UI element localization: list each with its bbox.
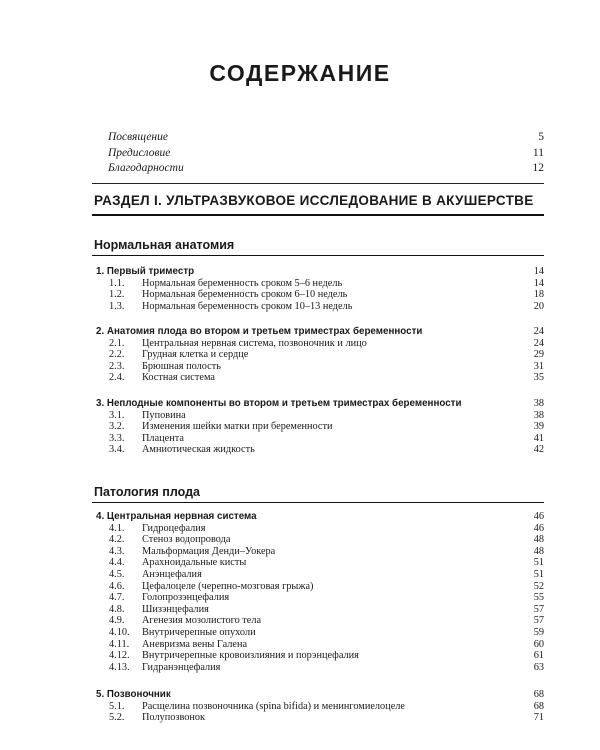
subsection-heading-text: Нормальная анатомия	[94, 238, 235, 252]
toc-item: 1.1. Нормальная беременность сроком 5–6 недель 14	[109, 277, 544, 289]
toc-item: 4.7. Голопрозэнцефалия 55	[109, 592, 544, 604]
divider	[92, 214, 544, 216]
toc-item: 4.3. Мальформация Денди–Уокера 48	[109, 545, 544, 557]
toc-item: 3.4. Амниотическая жидкость 42	[109, 444, 544, 456]
chapter-row: 4. Центральная нервная система 46	[96, 511, 544, 522]
chapter-block	[96, 511, 544, 673]
toc-item: 4.12. Внутричерепные кровоизлияния и порэнцефалия 61	[109, 650, 544, 662]
toc-item: 4.4. Арахноидальные кисты 51	[109, 557, 544, 569]
front-matter-label: Предисловие	[108, 146, 171, 159]
toc-item: 2.2. Грудная клетка и сердце 29	[109, 349, 544, 361]
chapter-block	[96, 689, 544, 724]
front-matter-item	[108, 130, 544, 146]
divider	[92, 255, 544, 256]
front-matter-page: 12	[532, 162, 544, 174]
toc-item: 4.6. Цефалоцеле (черепно-мозговая грыжа) 52	[109, 580, 544, 592]
front-matter-label: Благодарности	[108, 162, 184, 174]
toc-item: 4.8. Шизэнцефалия 57	[109, 603, 544, 615]
toc-item: 4.10. Внутричерепные опухоли 59	[109, 626, 544, 638]
chapter-block	[96, 266, 544, 312]
chapter-row: 3. Неплодные компоненты во втором и третьем триместрах беременности 38	[96, 398, 544, 409]
toc-item: 2.1. Центральная нервная система, позвоночник и лицо 24	[109, 337, 544, 349]
front-matter-label: Посвящение	[108, 131, 168, 143]
divider	[92, 502, 544, 503]
toc-item: 4.13. Гидранэнцефалия 63	[109, 661, 544, 673]
front-matter-page: 11	[532, 146, 544, 159]
chapter-row: 5. Позвоночник 68	[96, 689, 544, 700]
toc-item: 3.3. Плацента 41	[109, 432, 544, 444]
toc-item: 4.11. Аневризма вены Галена 60	[109, 638, 544, 650]
front-matter-item	[108, 146, 544, 162]
toc-item: 4.1. Гидроцефалия 46	[109, 522, 544, 534]
toc-item: 4.2. Стеноз водопровода 48	[109, 534, 544, 546]
front-matter-item	[108, 161, 544, 177]
chapter-row: 2. Анатомия плода во втором и третьем триместрах беременности 24	[96, 326, 544, 337]
toc-item: 2.4. Костная система 35	[109, 372, 544, 384]
subsection-heading-text: Патология плода	[94, 485, 200, 499]
toc-item: 5.1. Расщелина позвоночника (spina bifida) и менингомиелоцеле 68	[109, 700, 544, 712]
toc-item: 2.3. Брюшная полость 31	[109, 360, 544, 372]
front-matter-page: 5	[538, 131, 544, 143]
toc-item: 1.3. Нормальная беременность сроком 10–13 недель 20	[109, 300, 544, 312]
front-matter-list	[108, 130, 544, 177]
toc-item: 3.1. Пуповина 38	[109, 409, 544, 421]
page-title: СОДЕРЖАНИЕ	[209, 60, 391, 86]
chapter-row: 1. Первый триместр 14	[96, 266, 544, 277]
toc-item: 1.2. Нормальная беременность сроком 6–10 недель 18	[109, 289, 544, 301]
divider	[92, 183, 544, 184]
toc-item: 4.9. Агенезия мозолистого тела 57	[109, 615, 544, 627]
chapter-block	[96, 326, 544, 384]
chapter-block	[96, 398, 544, 456]
toc-item: 5.2. Полупозвонок 71	[109, 712, 544, 724]
toc-item: 4.5. Анэнцефалия 51	[109, 568, 544, 580]
toc-item: 3.2. Изменения шейки матки при беременности 39	[109, 421, 544, 433]
section-title: РАЗДЕЛ I. УЛЬТРАЗВУКОВОЕ ИССЛЕДОВАНИЕ В АКУШЕРСТВЕ	[94, 193, 534, 208]
